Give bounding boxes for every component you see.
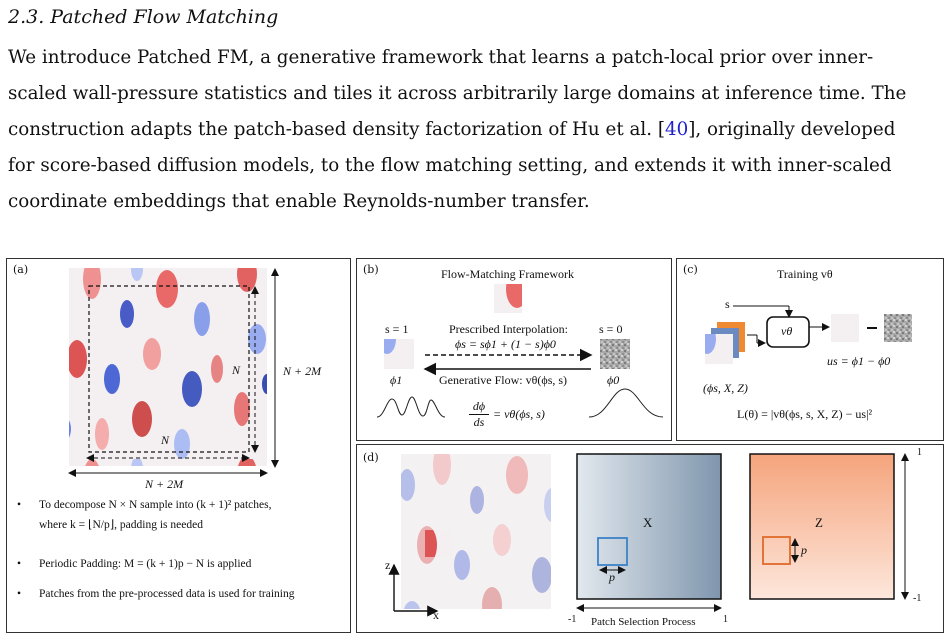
panel-c-label: (c)	[683, 263, 698, 276]
dim-right-label: N + 2M	[283, 364, 322, 378]
s0-label: s = 0	[599, 322, 623, 336]
bullet-2: • Periodic Padding: M = (k + 1)p − N is applied	[39, 556, 339, 572]
para-line-5: coordinate embeddings that enable Reynolds-number transfer.	[8, 191, 590, 212]
tick-left-label: -1	[568, 614, 577, 625]
panel-b-label: (b)	[363, 263, 379, 276]
predicted-velocity-image	[831, 314, 859, 342]
panel-b	[356, 258, 672, 441]
gen-flow-label: Generative Flow: vθ(ϕs, s)	[439, 373, 568, 387]
interp-equation: ϕs = sϕ1 + (1 − s)ϕ0	[455, 337, 556, 351]
dim-inner-bottom-label: N	[161, 433, 170, 447]
patch-selection-diagram	[357, 445, 943, 632]
bullet-1-line-a: To decompose N × N sample into (k + 1)² patches,	[39, 499, 272, 511]
z-map-label: Z	[815, 515, 823, 530]
para-line-3-tail: ], originally developed	[688, 119, 896, 140]
tick-bottom-label: -1	[913, 593, 922, 604]
phi1-sample-image	[384, 339, 414, 369]
ode-denominator: ds	[473, 415, 485, 429]
phi0-label: ϕ0	[607, 373, 620, 387]
selected-patch-image	[425, 530, 453, 557]
tick-right-label: 1	[723, 614, 728, 625]
z-patch-size-label: p	[801, 543, 807, 557]
target-velocity-image	[884, 314, 912, 342]
x-map-label: X	[643, 515, 653, 530]
para-line-1: We introduce Patched FM, a generative framework that learns a patch-local prior over inner-	[8, 47, 874, 68]
padded-flow-field	[7, 259, 350, 632]
bullet-1-line-b: where k = ⌊N/p⌋, padding is needed	[39, 519, 203, 531]
para-line-3	[8, 112, 941, 148]
para-line-3-text: construction adapts the patch-based density factorization of Hu et al. [	[8, 119, 665, 140]
para-line-2: scaled wall-pressure statistics and tiles it across arbitrarily large domains at inference time. The	[8, 83, 907, 104]
network-label: vθ	[781, 324, 793, 338]
panel-d	[356, 444, 944, 633]
bullet-1: • To decompose N × N sample into (k + 1)² patches, where k = ⌊N/p⌋, padding is needed	[39, 497, 339, 533]
stack-front	[705, 334, 733, 364]
bullet-3-text: Patches from the pre-processed data is used for training	[39, 588, 295, 600]
phi0-noise-image	[600, 339, 630, 369]
patch-selection-caption: Patch Selection Process	[591, 616, 696, 628]
x-axis-label: x	[433, 608, 439, 622]
phi1-label: ϕ1	[390, 373, 403, 387]
target-label: us = ϕ1 − ϕ0	[827, 354, 891, 368]
loss-equation: L(θ) = |vθ(ϕs, s, X, Z) − us|²	[737, 407, 873, 421]
gaussian-density	[589, 389, 663, 417]
s1-label: s = 1	[385, 322, 409, 336]
panel-c	[676, 258, 944, 441]
tick-top-label: 1	[917, 447, 922, 458]
panel-a	[6, 258, 351, 633]
inputs-label: (ϕs, X, Z)	[703, 381, 748, 395]
interp-title: Prescribed Interpolation:	[449, 322, 568, 336]
ode-numerator: dϕ	[469, 399, 489, 415]
full-field-image	[401, 454, 551, 609]
center-sample-image	[494, 284, 522, 313]
bullet-3: • Patches from the pre-processed data is used for training	[39, 586, 339, 602]
intro-paragraph	[8, 40, 941, 220]
x-patch-size-label: p	[609, 570, 615, 584]
dim-inner-right-label: N	[232, 363, 241, 377]
bullet-2-text: Periodic Padding: M = (k + 1)p − N is applied	[39, 558, 252, 570]
citation-link[interactable]: 40	[664, 119, 689, 140]
para-line-4: for score-based diffusion models, to the flow matching setting, and extends it with inner-scaled	[8, 155, 892, 176]
panel-c-title: Training vθ	[777, 267, 833, 281]
panel-a-label: (a)	[13, 263, 29, 276]
ode-rhs: = vθ(ϕs, s)	[493, 407, 545, 421]
dim-bottom-label: N + 2M	[145, 477, 184, 491]
section-heading: 2.3. Patched Flow Matching	[8, 6, 279, 28]
panel-b-title: Flow-Matching Framework	[441, 267, 574, 281]
panel-d-label: (d)	[363, 451, 379, 464]
s-input-label: s	[725, 297, 730, 311]
z-axis-label: z	[385, 558, 391, 572]
multimodal-density	[377, 397, 445, 417]
